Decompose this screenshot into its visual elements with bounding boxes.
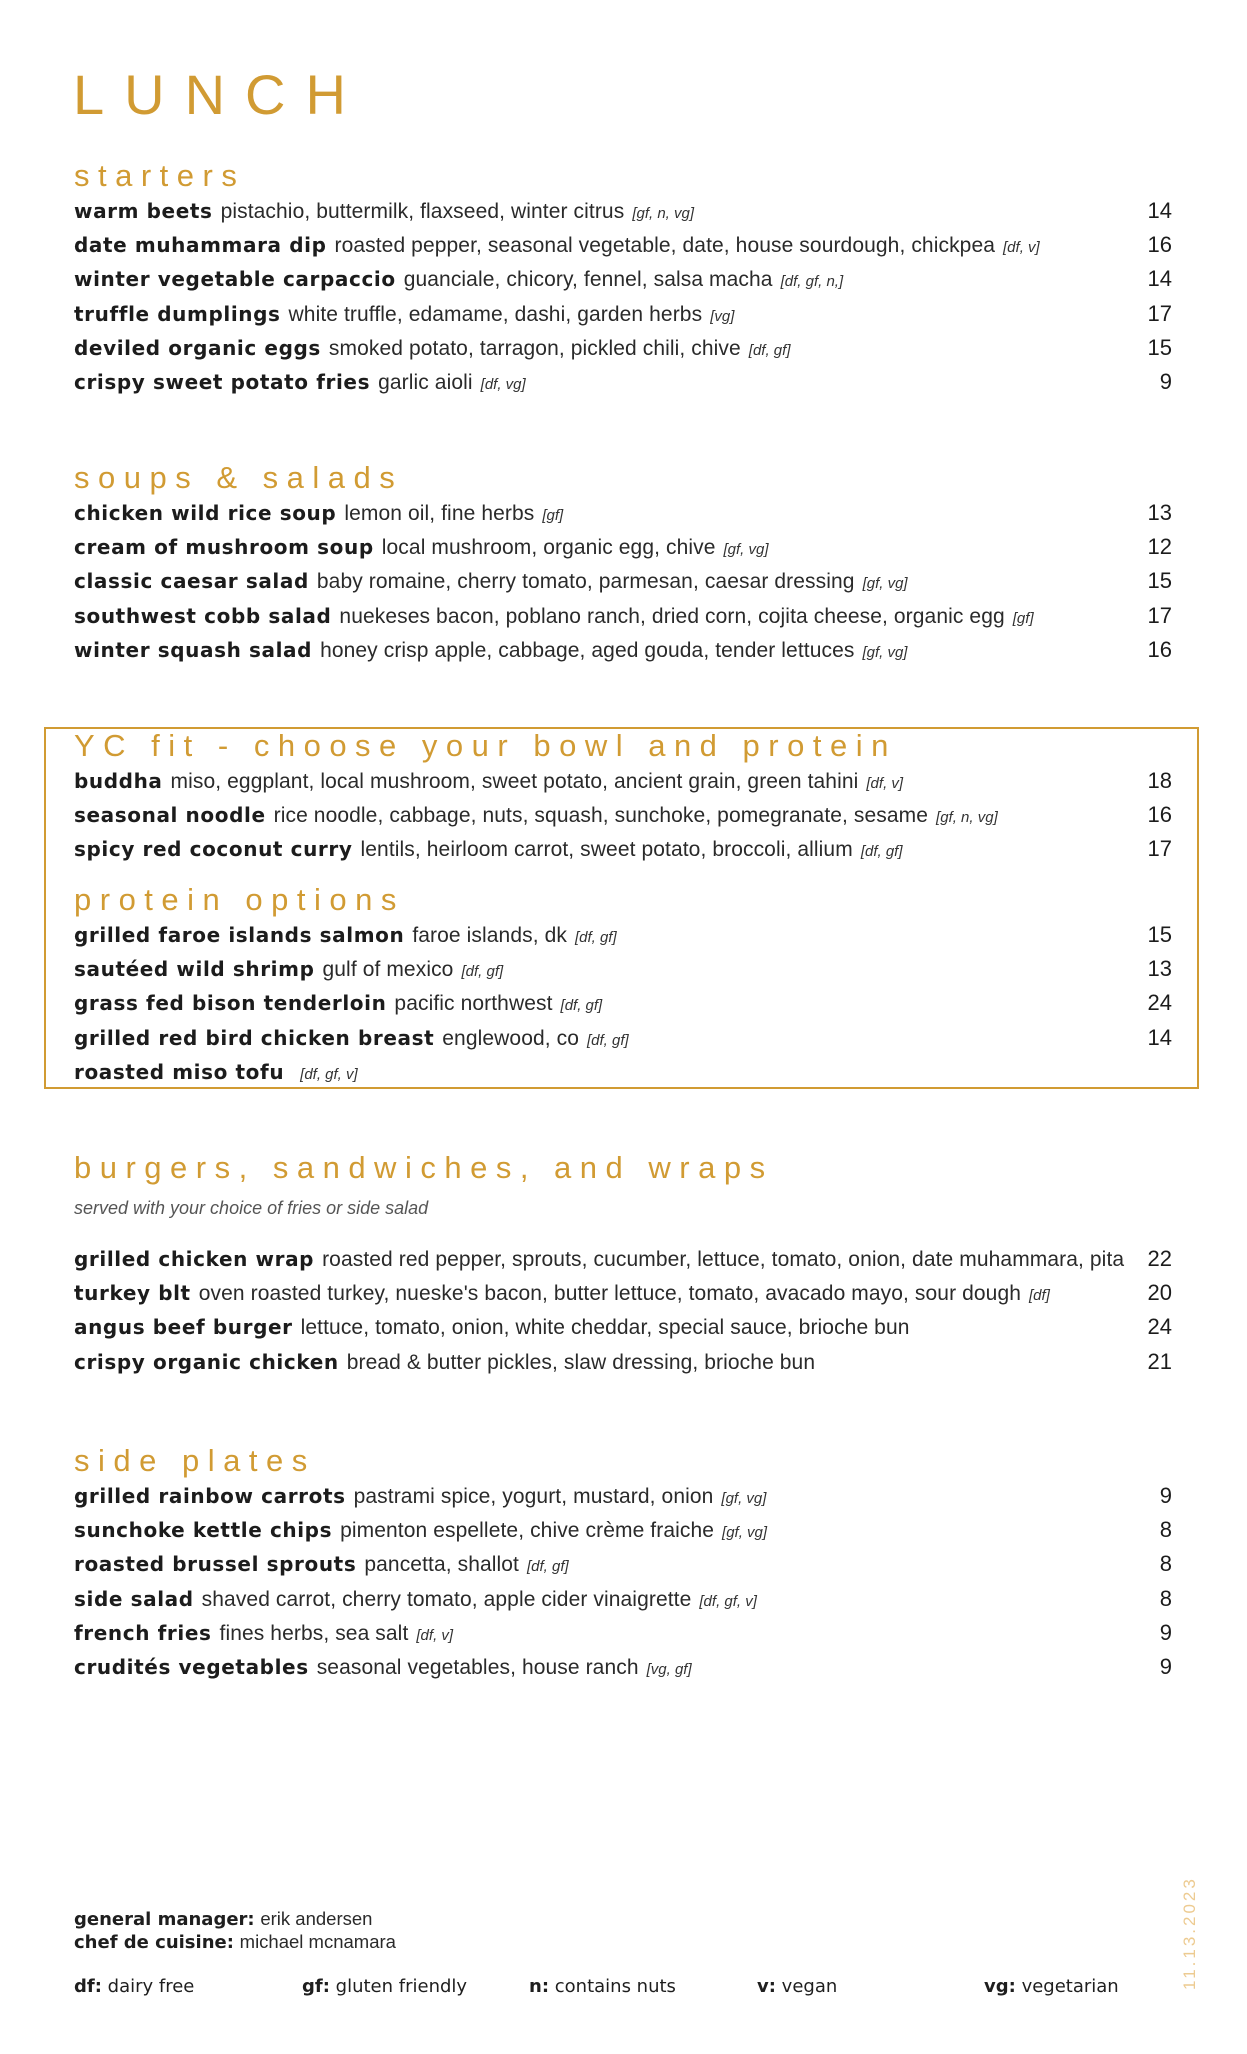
item-dietary-tags: [gf, vg] [862, 575, 908, 593]
item-description: guanciale, chicory, fennel, salsa macha [403, 268, 773, 292]
item-dietary-tags: [df, gf, n,] [780, 273, 844, 291]
item-price: 9 [1159, 1483, 1172, 1508]
item-description: white truffle, edamame, dashi, garden herbs [288, 302, 703, 326]
menu-item [74, 297, 1172, 331]
item-price: 16 [1147, 802, 1172, 828]
item-price: 14 [1147, 1024, 1172, 1050]
menu-item [74, 1616, 1172, 1650]
legend-item-n: n: contains nuts [529, 1976, 676, 1997]
item-price: 15 [1147, 334, 1172, 360]
item-description: pancetta, shallot [364, 1553, 519, 1577]
menu-item [74, 1547, 1172, 1581]
item-dietary-tags: [df, vg] [480, 375, 526, 393]
item-name: angus beef burger [74, 1315, 293, 1340]
menu-item [74, 1242, 1172, 1276]
item-price: 17 [1147, 300, 1172, 326]
item-dietary-tags: [gf] [1012, 609, 1034, 627]
item-dietary-tags: [df, gf] [748, 341, 791, 359]
item-name: date muhammara dip [74, 233, 327, 258]
menu-item [74, 262, 1172, 296]
menu-item [74, 1479, 1172, 1513]
section-burgers [74, 1150, 1172, 1379]
item-description: fines herbs, sea salt [219, 1621, 409, 1645]
gm-label: general manager: [74, 1909, 255, 1930]
chef-label: chef de cuisine: [74, 1932, 234, 1953]
chef-name: michael mcnamara [239, 1931, 396, 1952]
item-description: bread & butter pickles, slaw dressing, brioche bun [346, 1350, 816, 1374]
item-dietary-tags: [df, gf] [860, 843, 903, 861]
item-price: 21 [1147, 1348, 1172, 1374]
section-proteins [74, 882, 1172, 1089]
section-heading: starters [74, 158, 246, 193]
menu-item [74, 530, 1172, 564]
item-price: 12 [1147, 534, 1172, 560]
item-dietary-tags: [vg, gf] [646, 1660, 692, 1678]
section-sides [74, 1443, 1172, 1684]
item-description: seasonal vegetables, house ranch [316, 1655, 639, 1679]
item-dietary-tags: [gf, vg] [862, 643, 908, 661]
item-price: 14 [1147, 266, 1172, 292]
item-description: oven roasted turkey, nueske's bacon, butter lettuce, tomato, avacado mayo, sour dough [198, 1282, 1022, 1306]
item-description: lettuce, tomato, onion, white cheddar, special sauce, brioche bun [300, 1316, 910, 1340]
menu-item [74, 1055, 1172, 1089]
item-name: southwest cobb salad [74, 603, 332, 628]
staff-credits [74, 1908, 396, 1954]
menu-item [74, 228, 1172, 262]
menu-item [74, 1345, 1172, 1379]
item-price: 9 [1159, 368, 1172, 394]
menu-item [74, 365, 1172, 399]
item-price: 24 [1147, 990, 1172, 1016]
menu-item [74, 194, 1172, 228]
item-dietary-tags: [df, gf] [587, 1031, 629, 1049]
item-description: baby romaine, cherry tomato, parmesan, caesar dressing [316, 570, 855, 594]
item-description: local mushroom, organic egg, chive [381, 536, 716, 560]
legend-item-gf: gf: gluten friendly [302, 1976, 468, 1997]
item-dietary-tags: [vg] [710, 307, 735, 325]
menu-item [74, 564, 1172, 598]
menu-item [74, 599, 1172, 633]
item-price: 18 [1147, 768, 1172, 793]
item-price: 13 [1147, 956, 1172, 982]
item-description: englewood, co [442, 1026, 579, 1050]
item-dietary-tags: [df, gf] [560, 997, 603, 1015]
item-price: 16 [1147, 636, 1172, 662]
item-dietary-tags: [df, gf] [461, 963, 504, 981]
item-name: french fries [74, 1620, 212, 1645]
item-price: 16 [1147, 232, 1172, 258]
menu-item [74, 1513, 1172, 1547]
item-name: winter vegetable carpaccio [74, 267, 396, 292]
item-name: grass fed bison tenderloin [74, 991, 387, 1016]
menu-item [74, 986, 1172, 1020]
item-name: roasted brussel sprouts [74, 1552, 357, 1577]
item-description: lentils, heirloom carrot, sweet potato, broccoli, allium [360, 838, 853, 862]
item-name: spicy red coconut curry [74, 837, 353, 862]
menu-item [74, 331, 1172, 365]
item-dietary-tags: [df, v] [416, 1626, 454, 1644]
item-price: 22 [1147, 1246, 1172, 1271]
item-name: crispy organic chicken [74, 1349, 339, 1374]
item-price: 14 [1147, 198, 1172, 223]
menu-item [74, 832, 1172, 866]
item-description: lemon oil, fine herbs [344, 502, 535, 525]
item-price: 24 [1147, 1314, 1172, 1340]
item-name: grilled faroe islands salmon [74, 923, 405, 947]
menu-item [74, 496, 1172, 530]
menu-item [74, 1650, 1172, 1684]
item-name: deviled organic eggs [74, 335, 321, 360]
section-subtitle: served with your choice of fries or side salad [74, 1198, 429, 1218]
item-description: roasted pepper, seasonal vegetable, date, house sourdough, chickpea [334, 234, 996, 258]
item-dietary-tags: [df, gf] [527, 1558, 569, 1576]
section-soups-salads [74, 460, 1172, 667]
item-description: rice noodle, cabbage, nuts, squash, sunchoke, pomegranate, sesame [273, 804, 929, 828]
item-dietary-tags: [gf, n, vg] [632, 205, 695, 222]
section-bowls [74, 728, 1172, 867]
menu-item [74, 1021, 1172, 1055]
item-name: classic caesar salad [74, 569, 309, 594]
item-name: grilled red bird chicken breast [74, 1025, 435, 1050]
item-price: 17 [1147, 602, 1172, 628]
item-name: chicken wild rice soup [74, 501, 337, 525]
section-starters [74, 158, 1172, 399]
item-dietary-tags: [df] [1029, 1287, 1050, 1305]
item-price: 8 [1159, 1585, 1172, 1611]
menu-item [74, 633, 1172, 667]
section-heading: YC fit - choose your bowl and protein [74, 728, 897, 763]
item-name: sunchoke kettle chips [74, 1518, 333, 1543]
menu-item [74, 764, 1172, 798]
section-heading: side plates [74, 1443, 316, 1478]
menu-item [74, 952, 1172, 986]
item-name: buddha [74, 769, 163, 793]
item-name: grilled rainbow carrots [74, 1484, 346, 1508]
item-name: sautéed wild shrimp [74, 957, 315, 982]
chef-line [74, 1931, 396, 1954]
section-heading: protein options [74, 882, 405, 917]
menu-title: LUNCH [73, 63, 366, 126]
item-description: honey crisp apple, cabbage, aged gouda, tender lettuces [320, 638, 855, 662]
item-description: gulf of mexico [322, 958, 454, 982]
item-description: garlic aioli [378, 370, 473, 394]
item-description: pacific northwest [394, 992, 553, 1016]
legend-item-vg: vg: vegetarian [984, 1976, 1119, 1997]
item-name: winter squash salad [74, 637, 313, 662]
item-price: 17 [1147, 836, 1172, 862]
item-price: 9 [1159, 1619, 1172, 1645]
section-heading: burgers, sandwiches, and wraps [74, 1150, 774, 1185]
menu-item [74, 1310, 1172, 1344]
item-dietary-tags: [gf, vg] [722, 1524, 768, 1542]
menu-date: 11.13.2023 [1180, 1876, 1199, 1990]
item-name: grilled chicken wrap [74, 1247, 315, 1271]
item-price: 13 [1147, 500, 1172, 525]
item-name: crispy sweet potato fries [74, 369, 371, 394]
item-name: roasted miso tofu [74, 1059, 285, 1084]
item-description: smoked potato, tarragon, pickled chili, chive [328, 336, 741, 360]
item-dietary-tags: [gf, vg] [723, 541, 769, 559]
item-price: 15 [1147, 922, 1172, 947]
dietary-legend [74, 1976, 1174, 2002]
item-name: warm beets [74, 199, 213, 223]
item-description: shaved carrot, cherry tomato, apple cider vinaigrette [201, 1587, 692, 1611]
legend-item-df: df: dairy free [74, 1976, 195, 1997]
item-dietary-tags: [df, gf, v] [699, 1592, 757, 1610]
item-description: faroe islands, dk [412, 924, 567, 947]
item-dietary-tags: [df, v] [1003, 239, 1040, 257]
item-name: side salad [74, 1586, 194, 1611]
gm-name: erik andersen [260, 1908, 373, 1929]
item-name: crudités vegetables [74, 1654, 309, 1679]
item-price: 20 [1147, 1280, 1172, 1306]
section-heading: soups & salads [74, 460, 404, 495]
item-name: seasonal noodle [74, 803, 266, 828]
item-description: miso, eggplant, local mushroom, sweet potato, ancient grain, green tahini [170, 770, 859, 793]
item-dietary-tags: [gf] [542, 507, 564, 524]
item-price: 9 [1159, 1653, 1172, 1679]
item-name: turkey blt [74, 1281, 191, 1306]
general-manager-line [74, 1908, 396, 1931]
item-price: 15 [1147, 568, 1172, 594]
item-name: truffle dumplings [74, 301, 281, 326]
item-dietary-tags: [df, gf, v] [300, 1065, 358, 1083]
item-name: cream of mushroom soup [74, 535, 374, 560]
menu-item [74, 1276, 1172, 1310]
legend-item-v: v: vegan [757, 1976, 838, 1997]
item-dietary-tags: [df, gf] [574, 929, 617, 946]
item-description: pimenton espellete, chive crème fraiche [340, 1519, 715, 1543]
item-price: 8 [1159, 1551, 1172, 1577]
item-description: roasted red pepper, sprouts, cucumber, lettuce, tomato, onion, date muhammara, pita [322, 1248, 1125, 1271]
item-description: pastrami spice, yogurt, mustard, onion [353, 1485, 714, 1508]
item-description: pistachio, buttermilk, flaxseed, winter citrus [220, 200, 625, 223]
menu-item [74, 1582, 1172, 1616]
item-dietary-tags: [gf, n, vg] [936, 809, 998, 827]
item-dietary-tags: [gf, vg] [721, 1490, 767, 1507]
menu-item [74, 798, 1172, 832]
item-dietary-tags: [df, v] [866, 775, 904, 792]
item-price: 8 [1159, 1517, 1172, 1543]
item-description: nuekeses bacon, poblano ranch, dried corn, cojita cheese, organic egg [339, 604, 1005, 628]
menu-item [74, 918, 1172, 952]
